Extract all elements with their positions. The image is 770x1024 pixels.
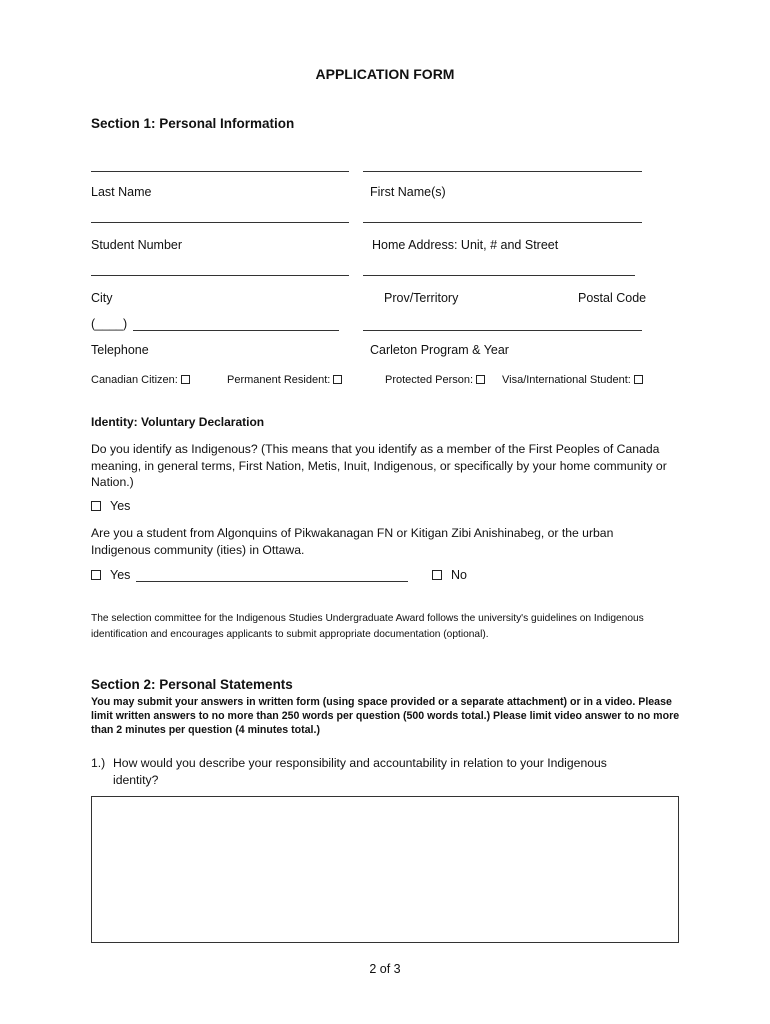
identity-question-2: Are you a student from Algonquins of Pikwakanagan FN or Kitigan Zibi Anishinabeg, or the urban Indigenous community (ities) in Ottawa. (91, 526, 614, 557)
protected-person-checkbox[interactable] (476, 375, 485, 384)
first-name-field[interactable] (363, 171, 642, 172)
community-no-option (432, 568, 467, 582)
visa-international-option (502, 374, 643, 386)
identity-question-1: Do you identify as Indigenous? (This means that you identify as a member of the First Peoples of Canada meaning, in general terms, First Nation, Metis, Inuit, Indigenous, or specifically by your home community or Nation.) (91, 442, 667, 489)
prov-postal-field[interactable] (363, 275, 635, 276)
question-1-answer-box[interactable] (91, 796, 679, 943)
postal-code-label: Postal Code (578, 291, 647, 305)
community-no-label: No (451, 568, 467, 582)
section2-heading: Section 2: Personal Statements (91, 677, 293, 692)
permanent-resident-option (227, 374, 342, 386)
home-address-field[interactable] (363, 222, 642, 223)
canadian-citizen-label: Canadian Citizen: (91, 374, 178, 386)
canadian-citizen-option (91, 374, 190, 386)
visa-international-checkbox[interactable] (634, 375, 643, 384)
program-year-field[interactable] (363, 330, 642, 331)
community-yes-option (91, 568, 130, 582)
page-number: 2 of 3 (369, 962, 401, 976)
first-name-label: First Name(s) (370, 185, 446, 199)
telephone-field[interactable] (133, 330, 339, 331)
section2-instructions: You may submit your answers in written form (using space provided or a separate attachment) or in a video. Please limit written answers to no more than 250 words per question (500 words total.) Please limit video answer to no more than 2 minutes per question (4 minutes total.) (91, 696, 680, 736)
identity-yes-checkbox[interactable] (91, 501, 101, 511)
program-year-label: Carleton Program & Year (370, 343, 509, 357)
telephone-label: Telephone (91, 343, 149, 357)
last-name-label: Last Name (91, 185, 152, 199)
visa-international-label: Visa/International Student: (502, 374, 631, 386)
last-name-field[interactable] (91, 171, 349, 172)
city-label: City (91, 291, 113, 305)
canadian-citizen-checkbox[interactable] (181, 375, 190, 384)
community-no-checkbox[interactable] (432, 570, 442, 580)
community-name-field[interactable] (136, 581, 408, 582)
permanent-resident-label: Permanent Resident: (227, 374, 331, 386)
identity-yes-option (91, 499, 130, 513)
home-address-label: Home Address: Unit, # and Street (372, 238, 559, 252)
page-title: APPLICATION FORM (315, 66, 455, 82)
question-1 (91, 755, 681, 788)
committee-note: The selection committee for the Indigenous Studies Undergraduate Award follows the university's guidelines on Indigenous identification and encourages applicants to submit appropriate documentation (optional). (91, 613, 644, 640)
protected-person-option (385, 374, 485, 386)
question-1-text-line2: identity? (113, 772, 159, 787)
protected-person-label: Protected Person: (385, 374, 474, 386)
community-yes-label: Yes (110, 568, 131, 582)
question-1-text-line1: How would you describe your responsibility and accountability in relation to your Indigenous (113, 756, 607, 770)
permanent-resident-checkbox[interactable] (333, 375, 342, 384)
community-yes-checkbox[interactable] (91, 570, 101, 580)
prov-territory-label: Prov/Territory (384, 291, 459, 305)
student-number-label: Student Number (91, 238, 183, 252)
identity-heading: Identity: Voluntary Declaration (91, 415, 265, 429)
student-number-field[interactable] (91, 222, 349, 223)
question-1-number: 1.) (91, 756, 106, 770)
identity-yes-label: Yes (110, 499, 131, 513)
phone-area-code: (____) (91, 317, 128, 331)
section1-heading: Section 1: Personal Information (91, 116, 295, 131)
city-field[interactable] (91, 275, 349, 276)
